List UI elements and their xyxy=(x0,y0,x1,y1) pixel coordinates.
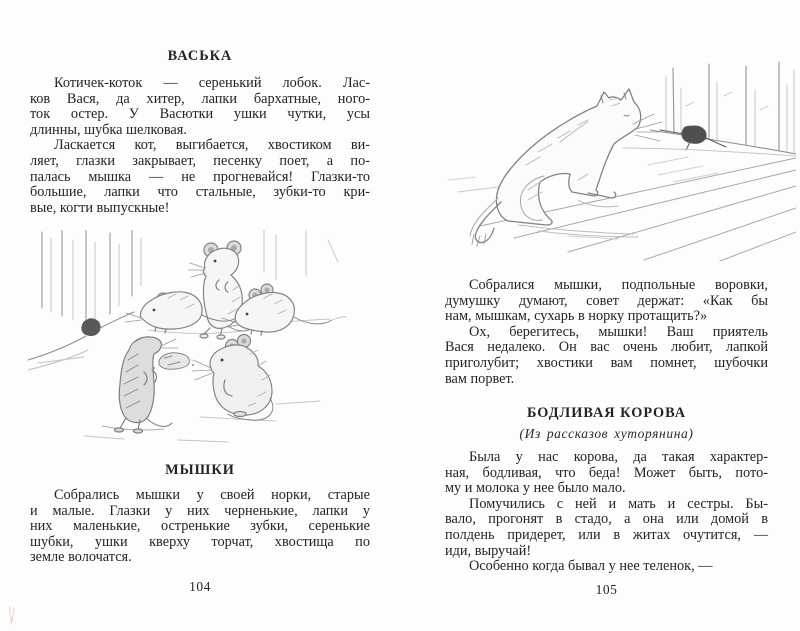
text-line: вые, когти выпускные! xyxy=(30,199,170,216)
text-line: них маленькие, остренькие зубки, серенькие xyxy=(30,518,370,535)
text-line: Собрались мышки у своей норки, старые xyxy=(54,487,370,503)
text-line: и малые. Глазки у них черненькие, лапки у xyxy=(30,502,370,519)
text-line: Собралися мышки, подпольные воровки, xyxy=(469,277,768,293)
wall-hatching xyxy=(42,230,132,323)
page-number-left: 104 xyxy=(189,579,211,594)
story-vaska-text xyxy=(30,76,370,216)
story-title-korova: БОДЛИВАЯ КОРОВА xyxy=(526,405,687,421)
crust-crumb xyxy=(153,353,194,369)
text-line: нам, мышкам, сухарь в норку протащить?» xyxy=(445,308,708,325)
text-line: приголубит; хвостики вам помнет, шубочки xyxy=(445,354,768,371)
text-line: Ох, берегитесь, мышки! Ваш приятель xyxy=(469,323,768,340)
story-korova-text xyxy=(445,450,768,575)
right-page xyxy=(400,0,800,631)
paragraph xyxy=(30,488,370,566)
text-line: Ласкается кот, выгибается, хвостиком ви- xyxy=(54,137,370,154)
text-line: вам порвет. xyxy=(445,370,515,387)
text-line: длинны, шубка шелковая. xyxy=(30,121,187,138)
text-line: Помучились с ней и мать и сестры. Бы- xyxy=(469,495,768,512)
mouse-hole xyxy=(660,126,726,150)
paragraph xyxy=(30,76,370,138)
text-line: Была у нас корова, да такая характер- xyxy=(469,449,768,465)
story-title-myshki: МЫШКИ xyxy=(165,462,235,478)
text-line: земле волочатся. xyxy=(30,549,132,566)
scan-artifact-mark xyxy=(2,598,32,628)
text-line: Особенно когда бывал у нее теленок, — xyxy=(469,558,713,575)
cat-illustration xyxy=(428,30,796,262)
mouse-sitting xyxy=(192,335,273,421)
cat-figure xyxy=(470,89,664,246)
text-line: ляет, глазки закрывает, песенку поет, а по- xyxy=(30,152,370,169)
text-line: му и молока у нее было мало. xyxy=(445,480,626,497)
paragraph xyxy=(445,450,768,497)
story-myshki-text xyxy=(30,488,370,566)
paragraph xyxy=(445,325,768,387)
text-line: иди, выручай! xyxy=(445,542,532,559)
paragraph xyxy=(30,138,370,216)
story-title-vaska: ВАСЬКА xyxy=(167,48,233,64)
burrow-mound xyxy=(28,312,134,370)
text-line: вало, прогонят в стадо, а она или домой в xyxy=(445,511,768,528)
text-line: ток остер. У Васютки ушки чутки, усы xyxy=(30,106,370,123)
paragraph xyxy=(445,278,768,325)
paragraph xyxy=(445,497,768,559)
text-line: палась мышка — не прогневайся! Глазки-то xyxy=(30,168,370,185)
text-line: большие, лапки что стальные, зубки-то кри- xyxy=(30,184,370,201)
mice-illustration xyxy=(28,230,358,445)
text-line: ков Вася, да хитер, лапки бархатные, ного- xyxy=(30,90,370,107)
story-myshki-continued-text xyxy=(445,278,768,387)
text-line: полдень придерет, или в житах очутится, — xyxy=(445,526,768,543)
paragraph xyxy=(445,559,768,575)
text-line: думушку думают, совет держат: «Как бы xyxy=(445,292,768,309)
text-line: шубки, ушки кверху торчат, хвостища по xyxy=(30,533,370,550)
page-number-right: 105 xyxy=(595,582,618,597)
text-line: ная, бодливая, что беда! Может быть, пото- xyxy=(445,464,768,481)
story-subtitle-korova: (Из рассказов хуторянина) xyxy=(519,426,694,441)
mouse-standing-back xyxy=(115,337,179,433)
cat-shadow xyxy=(518,225,638,239)
text-line: Котичек-коток — серенький лобок. Лас- xyxy=(54,75,370,91)
text-line: Вася недалеко. Он вас очень любит, лапкой xyxy=(445,339,768,356)
